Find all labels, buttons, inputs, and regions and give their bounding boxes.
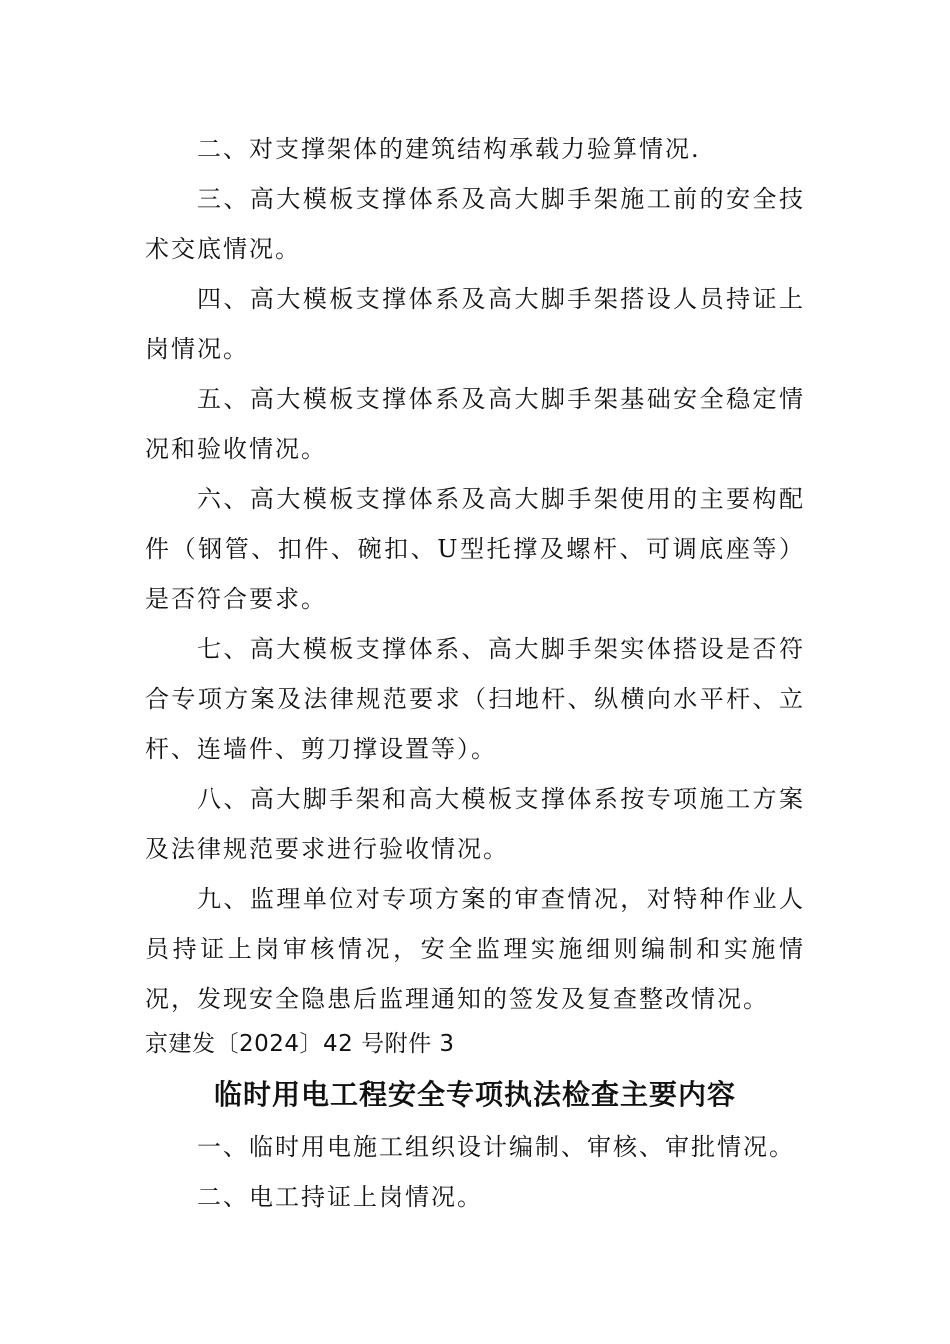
item-8-acceptance: 八、高大脚手架和高大模板支撑体系按专项施工方案及法律规范要求进行验收情况。 bbox=[145, 785, 805, 863]
item-6-components: 六、高大模板支撑体系及高大脚手架使用的主要构配件（钢管、扣件、碗扣、U型托撑及螺杆、可调底座等）是否符合要求。 bbox=[145, 485, 805, 613]
item-5-foundation: 五、高大模板支撑体系及高大脚手架基础安全稳定情况和验收情况。 bbox=[145, 385, 805, 463]
item-9-supervision: 九、监理单位对专项方案的审查情况，对特种作业人员持证上岗审核情况，安全监理实施细则编制和实施情况，发现安全隐患后监理通知的签发及复查整改情况。 bbox=[145, 885, 805, 1013]
item-4-certification: 四、高大模板支撑体系及高大脚手架搭设人员持证上岗情况。 bbox=[145, 285, 805, 363]
item-3-safety-briefing: 三、高大模板支撑体系及高大脚手架施工前的安全技术交底情况。 bbox=[145, 185, 805, 263]
s2-item-2-electrician: 二、电工持证上岗情况。 bbox=[197, 1183, 483, 1211]
item-7-erection: 七、高大模板支撑体系、高大脚手架实体搭设是否符合专项方案及法律规范要求（扫地杆、纵横向水平杆、立杆、连墙件、剪刀撑设置等）。 bbox=[145, 635, 805, 763]
attachment-reference: 京建发〔2024〕42 号附件 3 bbox=[145, 1031, 455, 1057]
s2-item-1-design: 一、临时用电施工组织设计编制、审核、审批情况。 bbox=[197, 1133, 795, 1161]
item-2-verification: 二、对支撑架体的建筑结构承载力验算情况. bbox=[197, 135, 701, 163]
section-title: 临时用电工程安全专项执法检查主要内容 bbox=[213, 1078, 736, 1111]
